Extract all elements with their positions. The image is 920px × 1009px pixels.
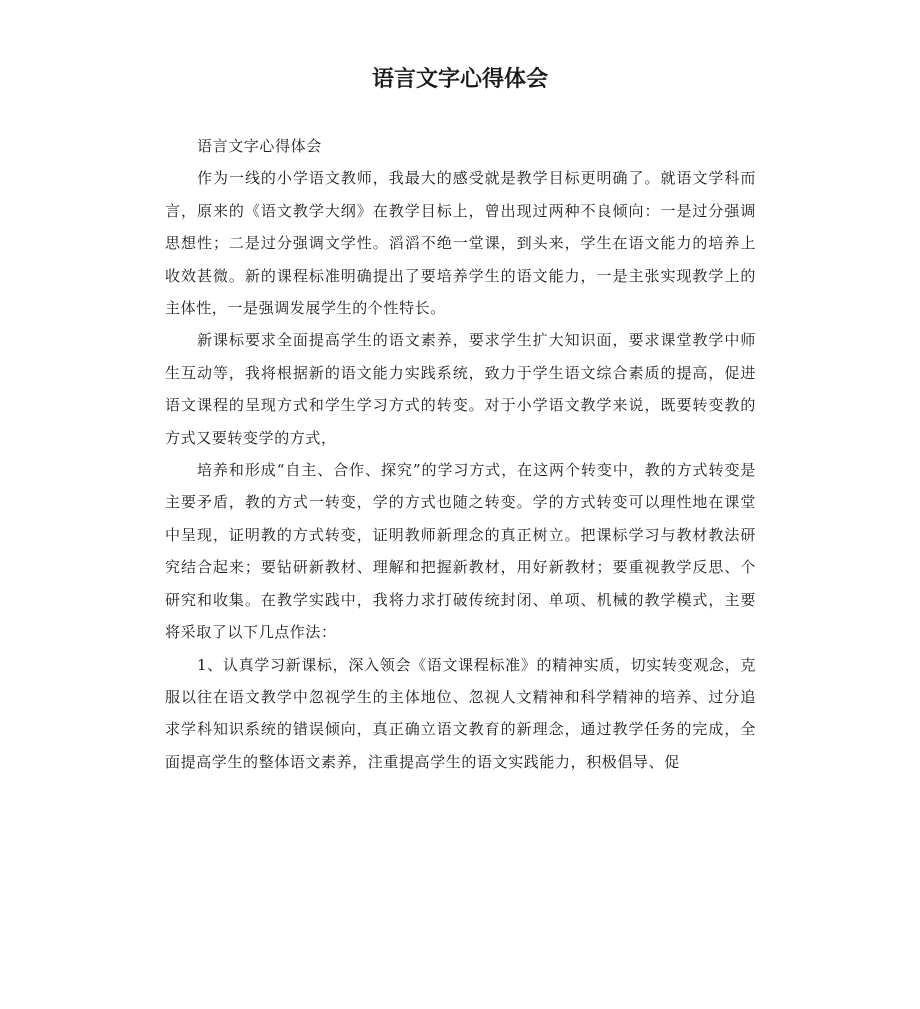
paragraph-1: 作为一线的小学语文教师，我最大的感受就是教学目标更明确了。就语文学科而言，原来的《语文教学大纲》在教学目标上，曾出现过两种不良倾向：一是过分强调思想性；二是过分强调文学性。滔滔不绝一堂课，到头来，学生在语文能力的培养上收效甚微。新的课程标准明确提出了要培养学生的语文能力，一是主张实现教学上的主体性，一是强调发展学生的个性特长。 xyxy=(165,169,756,318)
document-body xyxy=(165,130,756,778)
paragraph-2: 新课标要求全面提高学生的语文素养，要求学生扩大知识面，要求课堂教学中师生互动等，我将根据新的语文能力实践系统，致力于学生语文综合素质的提高，促进语文课程的呈现方式和学生学习方式的转变。对于小学语文教学来说，既要转变教的方式又要转变学的方式， xyxy=(165,331,756,447)
document-title: 语言文字心得体会 xyxy=(371,67,548,92)
paragraph-3: 培养和形成“自主、合作、探究”的学习方式，在这两个转变中，教的方式转变是主要矛盾，教的方式一转变，学的方式也随之转变。学的方式转变可以理性地在课堂中呈现，证明教的方式转变，证明教师新理念的真正树立。把课标学习与教材教法研究结合起来；要钻研新教材、理解和把握新教材，用好新教材；要重视教学反思、个研究和收集。在教学实践中，我将力求打破传统封闭、单项、机械的教学模式，主要将采取了以下几点作法： xyxy=(165,461,756,642)
paragraph-4: 1、认真学习新课标，深入领会《语文课程标准》的精神实质，切实转变观念，克服以往在语文教学中忽视学生的主体地位、忽视人文精神和科学精神的培养、过分追求学科知识系统的错误倾向，真正确立语文教育的新理念，通过教学任务的完成，全面提高学生的整体语文素养，注重提高学生的语文实践能力，积极倡导、促 xyxy=(165,655,756,771)
paragraph-subtitle: 语言文字心得体会 xyxy=(197,137,322,155)
